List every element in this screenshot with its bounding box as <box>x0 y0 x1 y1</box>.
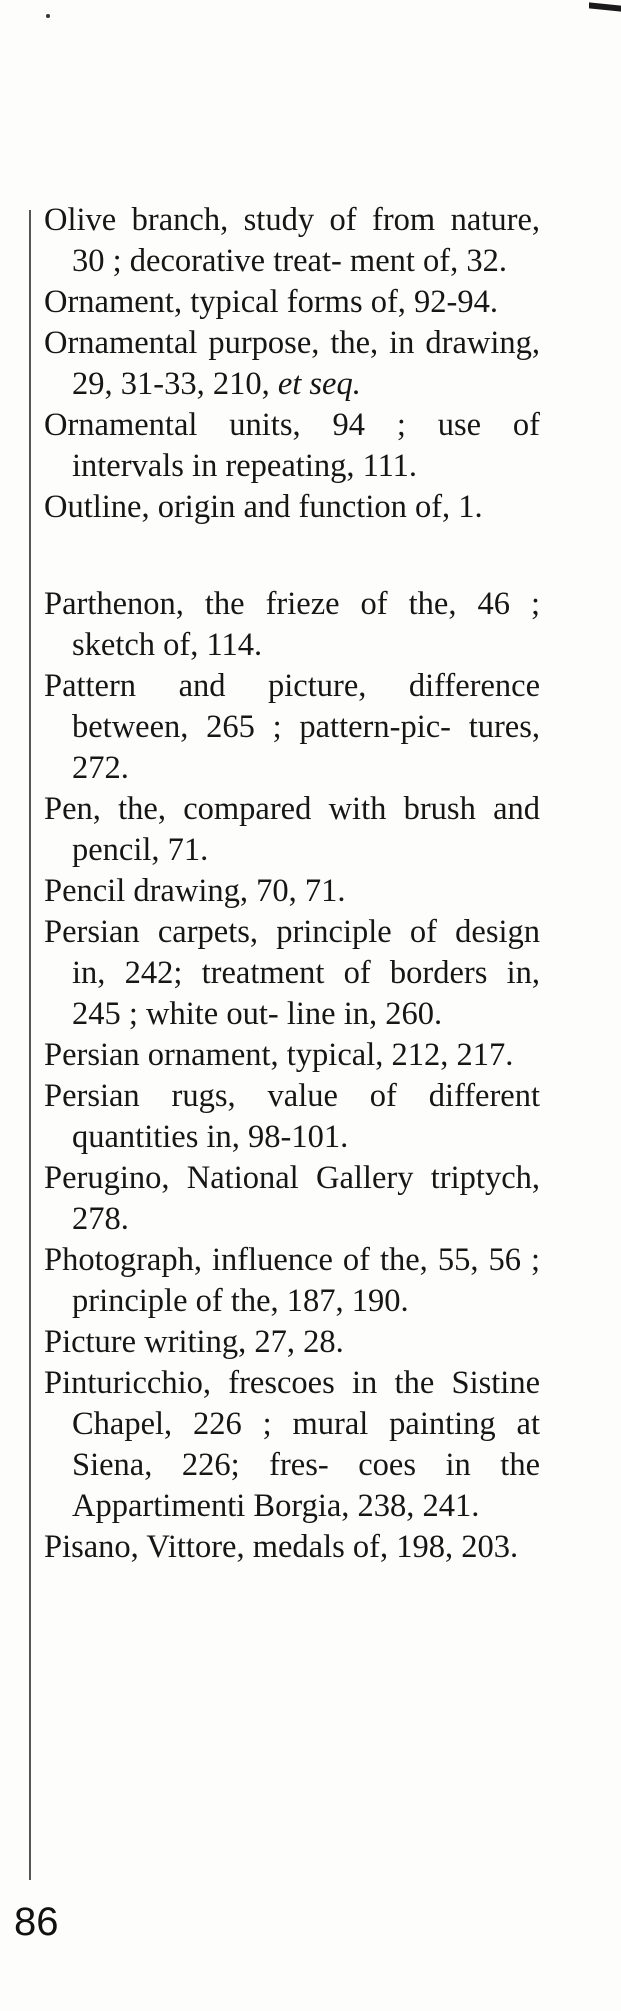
margin-rule <box>29 210 31 1880</box>
index-entry: Ornament, typical forms of, 92-94. <box>44 284 498 320</box>
index-entry: Picture writing, 27, 28. <box>44 1324 344 1360</box>
index-entry-italic: et seq. <box>277 366 361 402</box>
letter-gap <box>44 528 540 584</box>
index-entry: Persian ornament, typical, 212, 217. <box>44 1037 514 1073</box>
index-entry: Ornamental purpose, the, in drawing, 29, 31-33, 210, et seq. <box>44 325 540 402</box>
index-entry: Pen, the, compared with brush and pencil, 71. <box>44 791 540 868</box>
index-entry: Pattern and picture, difference between, 265 ; pattern-pic- tures, 272. <box>44 668 540 786</box>
index-entry: Pisano, Vittore, medals of, 198, 203. <box>44 1529 519 1565</box>
scan-corner-mark <box>589 2 621 11</box>
index-entry: Persian rugs, value of different quantities in, 98-101. <box>44 1078 540 1155</box>
index-entry: Outline, origin and function of, 1. <box>44 489 483 525</box>
index-entry: Persian carpets, principle of design in, 242; treatment of borders in, 245 ; white out- line in, 260. <box>44 914 540 1032</box>
index-list <box>44 200 540 1568</box>
index-entry: Olive branch, study of from nature, 30 ; decorative treat- ment of, 32. <box>44 202 540 279</box>
index-entry: Pinturicchio, frescoes in the Sistine Chapel, 226 ; mural painting at Siena, 226; fres- coes in the Appartimenti Borgia, 238, 241. <box>44 1365 540 1524</box>
index-entry: Parthenon, the frieze of the, 46 ; sketch of, 114. <box>44 586 540 663</box>
index-entry: Ornamental units, 94 ; use of intervals in repeating, 111. <box>44 407 540 484</box>
index-entry: Perugino, National Gallery triptych, 278. <box>44 1160 540 1237</box>
page-number: 86 <box>14 1900 59 1944</box>
index-entry: Pencil drawing, 70, 71. <box>44 873 346 909</box>
scan-speck <box>46 14 50 18</box>
index-entry: Photograph, influence of the, 55, 56 ; principle of the, 187, 190. <box>44 1242 540 1319</box>
